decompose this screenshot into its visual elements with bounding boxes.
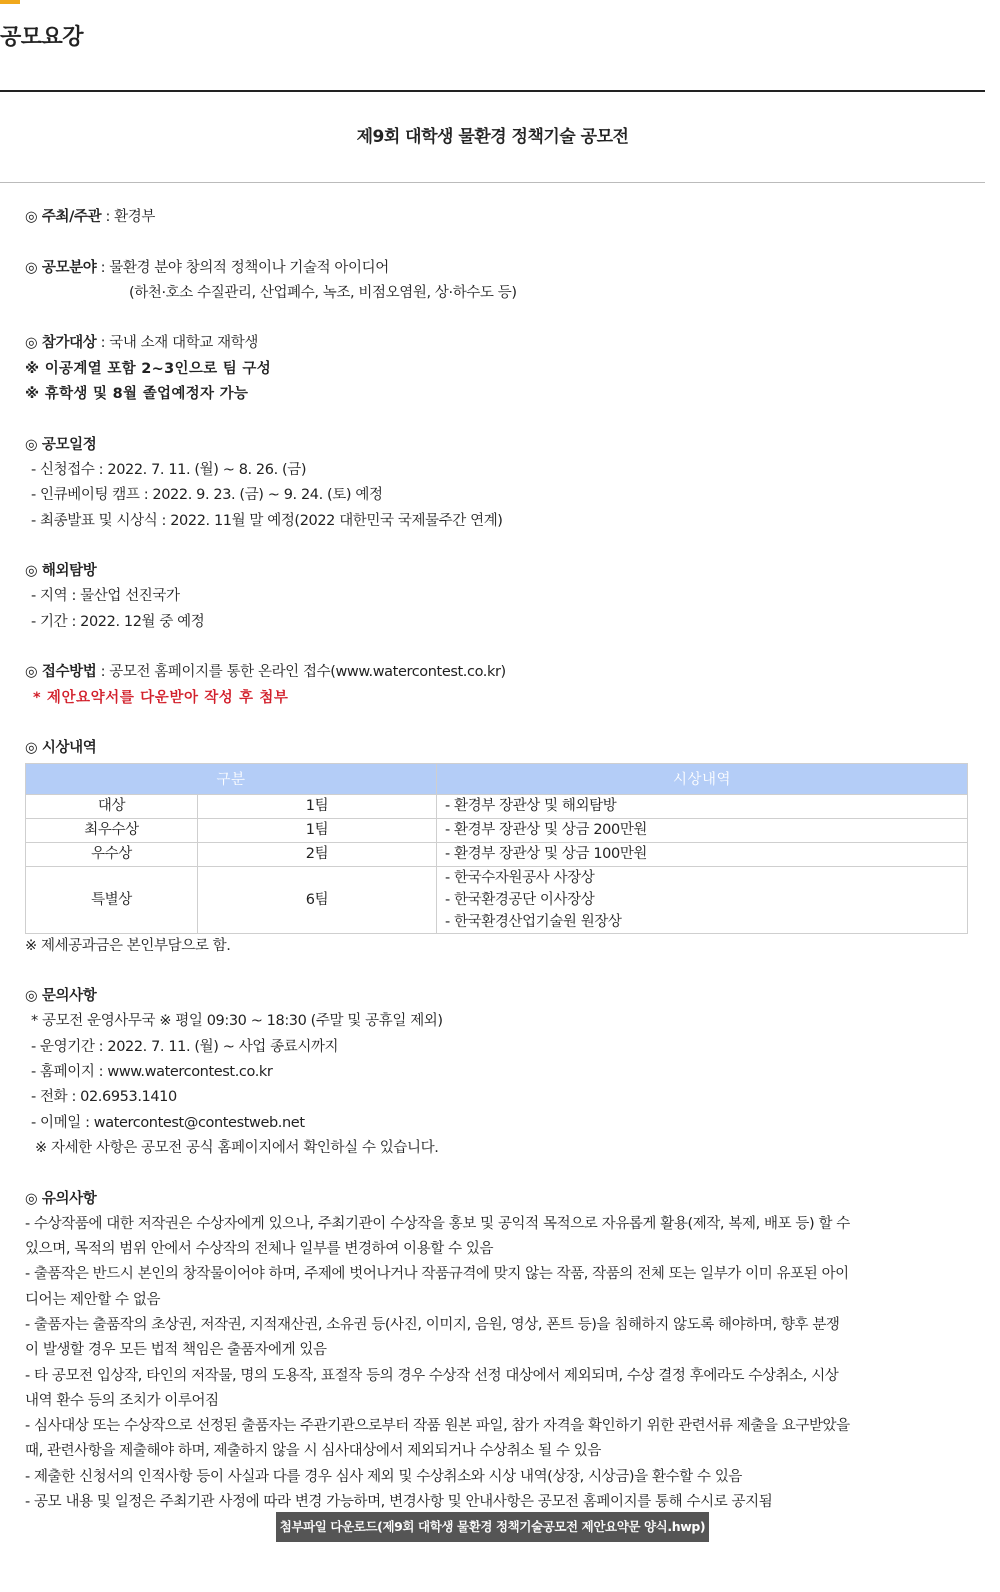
- section-label: 참가대상: [41, 335, 97, 352]
- column-header-category: 구분: [26, 763, 437, 794]
- bullseye-icon: ◎: [25, 335, 38, 352]
- award-count: 1팀: [198, 818, 437, 842]
- overseas-item: - 지역 : 물산업 선진국가: [31, 588, 180, 605]
- section-value: : 환경부: [101, 209, 155, 225]
- section-label: 유의사항: [41, 1190, 97, 1207]
- schedule-item: - 최종발표 및 시상식 : 2022. 11월 말 예정(2022 대한민국 국제물주간 연계): [31, 512, 503, 529]
- inquiry-item: - 전화 : 02.6953.1410: [31, 1089, 177, 1106]
- post-content: [25, 205, 970, 1515]
- post-title: 제9회 대학생 물환경 정책기술 공모전: [356, 127, 629, 147]
- table-header-row: [26, 763, 968, 794]
- section-label: 공모분야: [41, 259, 97, 276]
- awards-table: [25, 763, 968, 934]
- table-row: [26, 794, 968, 818]
- section-label: 시상내역: [41, 740, 97, 757]
- attachment-download-button[interactable]: 첨부파일 다운로드(제9회 대학생 물환경 정책기술공모전 제안요약문 양식.hwp): [276, 1512, 709, 1542]
- award-count: 2팀: [198, 842, 437, 866]
- inquiry-item: - 홈페이지 : www.watercontest.co.kr: [31, 1064, 273, 1081]
- award-detail: - 환경부 장관상 및 상금 200만원: [437, 818, 968, 842]
- section-host: [25, 205, 970, 230]
- heading-divider: [0, 90, 985, 92]
- section-cautions-heading: [25, 1187, 970, 1212]
- caution-line: 내역 환수 등의 조치가 이루어짐: [25, 1392, 219, 1409]
- award-detail: [437, 866, 968, 933]
- award-detail-line: - 한국수자원공사 사장상: [445, 869, 595, 886]
- section-label: 공모일정: [41, 436, 97, 453]
- section-inquiry: [25, 984, 970, 1009]
- bullseye-icon: ◎: [25, 1190, 38, 1207]
- eligibility-note: ※ 휴학생 및 8월 졸업예정자 가능: [25, 386, 249, 403]
- bullseye-icon: ◎: [25, 259, 38, 276]
- bullseye-icon: ◎: [25, 988, 38, 1005]
- caution-line: 이 발생할 경우 모든 법적 책임은 출품자에게 있음: [25, 1342, 327, 1359]
- bullseye-icon: ◎: [25, 209, 38, 225]
- award-count: 1팀: [198, 794, 437, 818]
- caution-line: - 타 공모전 입상작, 타인의 저작물, 명의 도용작, 표절작 등의 경우 수상작 선정 대상에서 제외되며, 수상 결정 후에라도 수상취소, 시상: [25, 1367, 839, 1384]
- section-value: : 국내 소재 대학교 재학생: [96, 335, 258, 352]
- section-label: 문의사항: [41, 988, 97, 1005]
- award-grade: 특별상: [26, 866, 198, 933]
- inquiry-item: - 운영기간 : 2022. 7. 11. (월) ~ 사업 종료시까지: [31, 1038, 339, 1055]
- schedule-item: - 신청접수 : 2022. 7. 11. (월) ~ 8. 26. (금): [31, 461, 307, 478]
- schedule-item: - 인큐베이팅 캠프 : 2022. 9. 23. (금) ~ 9. 24. (토) 예정: [31, 487, 383, 504]
- award-detail-line: - 한국환경산업기술원 원장상: [445, 913, 622, 930]
- award-detail: - 환경부 장관상 및 해외탐방: [437, 794, 968, 818]
- inquiry-item: - 이메일 : watercontest@contestweb.net: [31, 1114, 305, 1131]
- bullseye-icon: ◎: [25, 436, 38, 453]
- award-detail-line: - 한국환경공단 이사장상: [445, 891, 595, 908]
- section-overseas: [25, 559, 970, 584]
- section-eligibility: [25, 331, 970, 356]
- section-label: 해외탐방: [41, 563, 97, 580]
- caution-line: - 심사대상 또는 수상작으로 선정된 출품자는 주관기관으로부터 작품 원본 파일, 참가 자격을 확인하기 위한 관련서류 제출을 요구받았을: [25, 1418, 850, 1435]
- overseas-item: - 기간 : 2022. 12월 중 예정: [31, 613, 205, 630]
- field-detail: (하천·호소 수질관리, 산업폐수, 녹조, 비점오염원, 상·하수도 등): [129, 284, 517, 301]
- bullseye-icon: ◎: [25, 563, 38, 580]
- award-detail: - 환경부 장관상 및 상금 100만원: [437, 842, 968, 866]
- accent-bar: [0, 0, 20, 4]
- caution-line: 때, 관련사항을 제출해야 하며, 제출하지 않을 시 심사대상에서 제외되거나 수상취소 될 수 있음: [25, 1443, 601, 1460]
- section-value: : 공모전 홈페이지를 통한 온라인 접수(www.watercontest.co.kr): [96, 664, 506, 681]
- caution-line: - 출품자는 출품작의 초상권, 저작권, 지적재산권, 소유권 등(사진, 이미지, 음원, 영상, 폰트 등)을 침해하지 않도록 해야하며, 향후 분쟁: [25, 1316, 840, 1333]
- section-label: 주최/주관: [41, 209, 102, 225]
- bullseye-icon: ◎: [25, 740, 38, 757]
- section-label: 접수방법: [41, 664, 97, 681]
- bullseye-icon: ◎: [25, 664, 38, 681]
- table-row: [26, 866, 968, 933]
- awards-footnote: ※ 제세공과금은 본인부담으로 함.: [25, 937, 231, 954]
- award-count: 6팀: [198, 866, 437, 933]
- section-field: [25, 256, 970, 281]
- award-grade: 대상: [26, 794, 198, 818]
- table-row: [26, 842, 968, 866]
- section-schedule: [25, 433, 970, 458]
- column-header-awards: 시상내역: [437, 763, 968, 794]
- caution-line: 디어는 제안할 수 없음: [25, 1291, 161, 1308]
- section-submission: [25, 660, 970, 685]
- caution-line: - 수상작품에 대한 저작권은 수상자에게 있으나, 주최기관이 수상작을 홍보 및 공익적 목적으로 자유롭게 활용(제작, 복제, 배포 등) 할 수: [25, 1215, 850, 1232]
- eligibility-note: ※ 이공계열 포함 2~3인으로 팀 구성: [25, 360, 272, 377]
- caution-line: - 제출한 신청서의 인적사항 등이 사실과 다를 경우 심사 제외 및 수상취소와 시상 내역(상장, 시상금)을 환수할 수 있음: [25, 1468, 743, 1485]
- section-cautions: [25, 1187, 970, 1516]
- inquiry-note: ※ 자세한 사항은 공모전 공식 홈페이지에서 확인하실 수 있습니다.: [35, 1139, 439, 1156]
- award-grade: 최우수상: [26, 818, 198, 842]
- page-heading: 공모요강: [0, 25, 84, 50]
- caution-line: - 공모 내용 및 일정은 주최기관 사정에 따라 변경 가능하며, 변경사항 및 안내사항은 공모전 홈페이지를 통해 수시로 공지됨: [25, 1494, 773, 1511]
- submission-note: * 제안요약서를 다운받아 작성 후 첨부: [33, 689, 289, 706]
- caution-line: 있으며, 목적의 범위 안에서 수상작의 전체나 일부를 변경하여 이용할 수 있음: [25, 1241, 494, 1258]
- section-value: : 물환경 분야 창의적 정책이나 기술적 아이디어: [96, 259, 389, 276]
- caution-line: - 출품작은 반드시 본인의 창작물이어야 하며, 주제에 벗어나거나 작품규격에 맞지 않는 작품, 작품의 전체 또는 일부가 이미 유포된 아이: [25, 1266, 849, 1283]
- inquiry-office: * 공모전 운영사무국 ※ 평일 09:30 ~ 18:30 (주말 및 공휴일 제외): [31, 1013, 443, 1030]
- table-row: [26, 818, 968, 842]
- title-divider: [0, 182, 985, 183]
- section-awards: [25, 736, 970, 761]
- award-grade: 우수상: [26, 842, 198, 866]
